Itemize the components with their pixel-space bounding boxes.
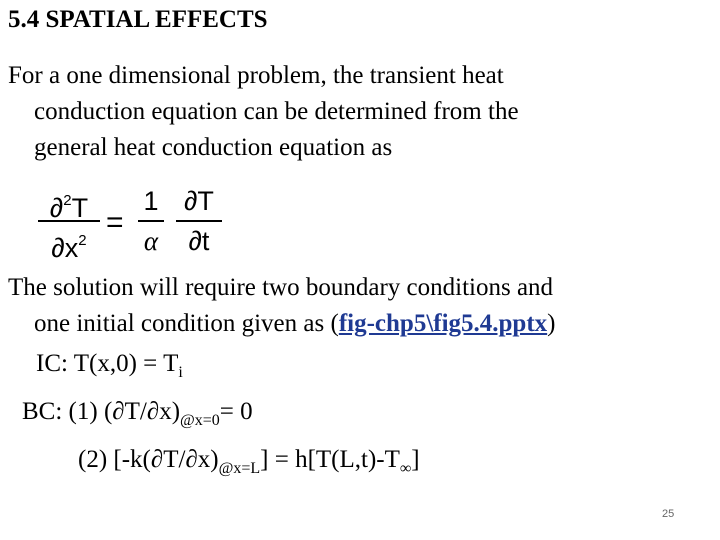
heat-equation bbox=[38, 184, 228, 266]
intro-line-1: For a one dimensional problem, the transient heat bbox=[8, 62, 504, 89]
coefficient-numerator: 1 bbox=[143, 186, 159, 216]
slide-title: 5.4 SPATIAL EFFECTS bbox=[8, 6, 268, 33]
rhs-fraction-bar bbox=[176, 220, 222, 222]
boundary-condition-2: (2) $[-k(\partial T/\partial x)_{@x=L}] = h[T(L,t)-T_\infty]$ bbox=[78, 446, 420, 477]
lhs-numerator: ∂$^2$T bbox=[49, 192, 89, 223]
rhs-fraction bbox=[176, 184, 222, 258]
lhs-fraction-bar bbox=[38, 220, 100, 222]
coefficient-fraction-bar bbox=[138, 220, 164, 222]
intro-line-3: general heat conduction equation as bbox=[34, 134, 393, 161]
coefficient-fraction bbox=[138, 184, 164, 258]
lhs-fraction bbox=[38, 184, 100, 263]
page-number: 25 bbox=[662, 508, 675, 520]
intro-line-2: conduction equation can be determined from the bbox=[34, 98, 519, 125]
conditions-line-2: one initial condition given as (fig-chp5\fig5.4.pptx) bbox=[34, 310, 556, 337]
boundary-condition-1: BC: (1) $(\partial T/\partial x)_{@x=0}= 0$ bbox=[22, 398, 253, 429]
coefficient-denominator: α bbox=[143, 226, 159, 256]
bc2-subscript-infinity: ∞ bbox=[399, 460, 412, 477]
intro-paragraph bbox=[8, 58, 519, 166]
bc1-subscript: @x=0 bbox=[180, 412, 220, 429]
rhs-numerator: ∂T bbox=[184, 186, 214, 216]
bc2-subscript: @x=L bbox=[218, 460, 261, 477]
equals-sign: = bbox=[106, 206, 124, 239]
conditions-line-1: The solution will require two boundary conditions and bbox=[8, 274, 554, 301]
initial-condition: IC: $T(x,0) = T_i$ bbox=[36, 350, 183, 381]
lhs-denominator: $\partial x^2$ bbox=[51, 232, 87, 263]
conditions-paragraph bbox=[8, 270, 556, 342]
figure-file-link[interactable]: fig-chp5\fig5.4.pptx bbox=[338, 310, 548, 337]
ic-subscript: i bbox=[178, 364, 183, 381]
rhs-denominator: ∂t bbox=[188, 226, 210, 256]
